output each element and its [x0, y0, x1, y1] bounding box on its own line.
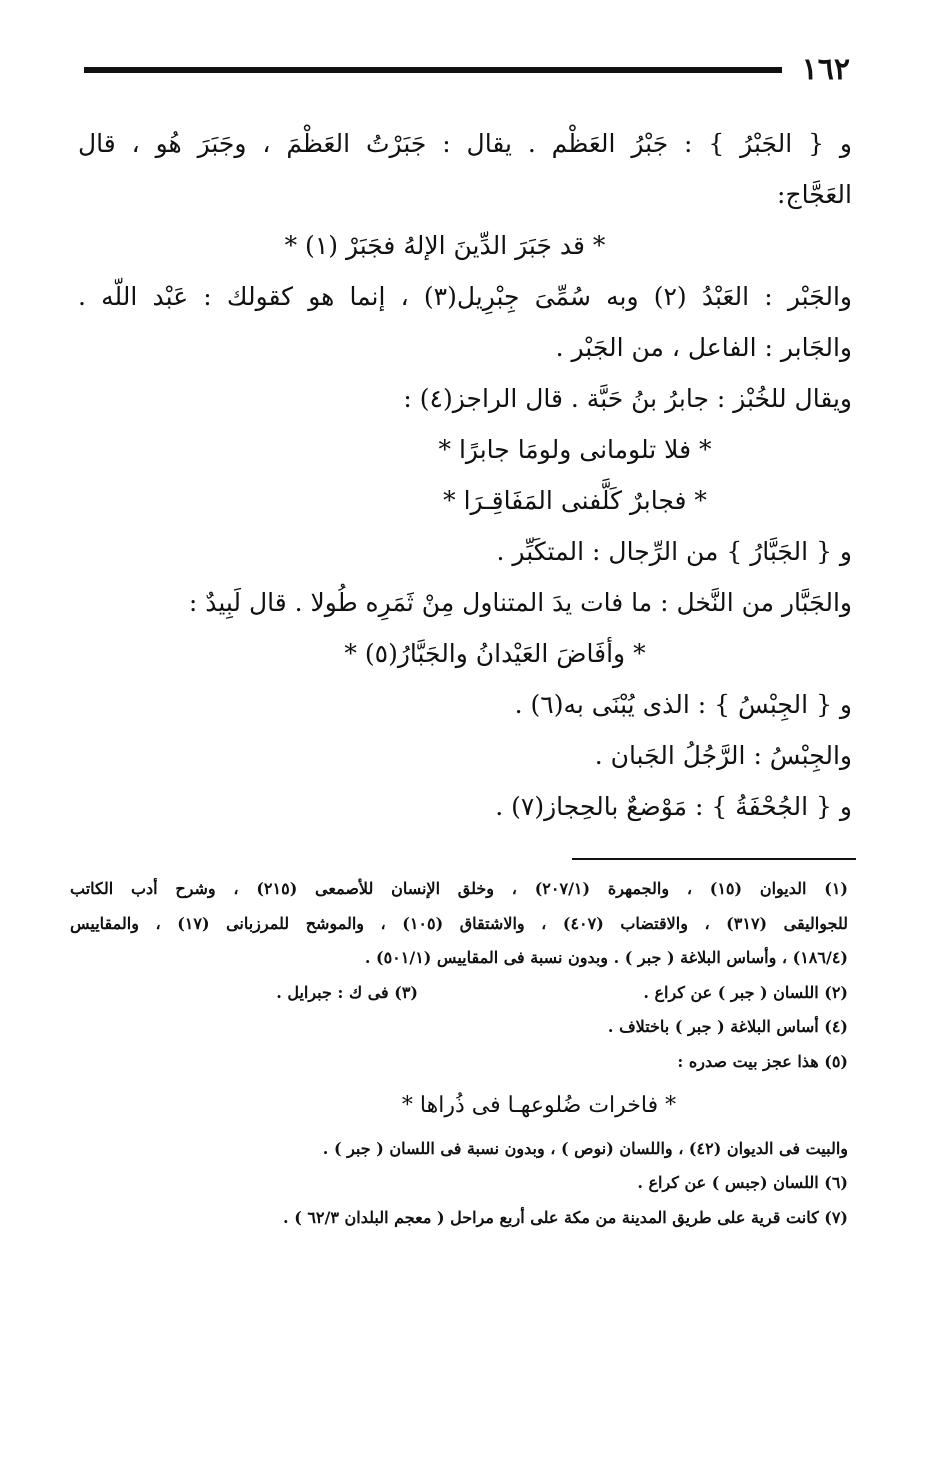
- text-line: و { الجُحْفَةُ } : مَوْضعٌ بالحِجاز(٧) .: [495, 792, 852, 821]
- footnote-rule: [572, 858, 856, 860]
- text-line: العَجَّاج:: [777, 180, 852, 209]
- footnote-verse: * فاخرات ضُلوعهـا فى ذُراها *: [401, 1092, 677, 1118]
- text-line: والجَبَّار من النَّخل : ما فات يدَ المتناول مِنْ ثَمَرِه طُولا . قال لَبِيدٌ :: [188, 588, 852, 617]
- footnote-line: (٥) هذا عجز بيت صدره :: [677, 1051, 848, 1071]
- footnote-line: للجواليقى (٣١٧) ، والاقتضاب (٤٠٧) ، والاشتقاق (١٠٥) ، والموشح للمرزبانى (١٧) ، والمقاييس: [70, 913, 848, 933]
- verse-line: * وأفَاضَ العَيْدانُ والجَبَّارُ(٥) *: [344, 639, 646, 668]
- text-line: ويقال للخُبْز : جابرُ بنُ حَبَّة . قال الراجز(٤) :: [403, 384, 852, 413]
- text-line: و { الجَبْرُ } : جَبْرُ العَظْم . يقال : جَبَرْتُ العَظْمَ ، وجَبَرَ هُو ، قال: [78, 129, 852, 158]
- header-rule: [84, 67, 782, 73]
- footnote-line: (١) الديوان (١٥) ، والجمهرة (٢٠٧/١) ، وخلق الإنسان للأصمعى (٢١٥) ، وشرح أدب الكاتب: [70, 879, 848, 898]
- page-number: ١٦٢: [801, 52, 850, 87]
- text-line: و { الجَبَّارُ } من الرِّجال : المتكَبِّر .: [496, 537, 852, 566]
- verse-line: * فجابرٌ كَلَّفنى المَفَاقِـرَا *: [443, 486, 707, 515]
- text-line: والجَبْر : العَبْدُ (٢) وبه سُمِّىَ جِبْرِيل(٣) ، إنما هو كقولك : عَبْد اللّه .: [78, 282, 852, 311]
- text-line: و { الجِبْسُ } : الذى يُبْنَى به(٦) .: [514, 690, 852, 719]
- footnote-line: (٤) أساس البلاغة ( جبر ) باختلاف .: [607, 1017, 848, 1037]
- page-header: [80, 52, 850, 92]
- footnote-line: والبيت فى الديوان (٤٢) ، واللسان (نوص ) ، وبدون نسبة فى اللسان ( جبر ) .: [322, 1138, 848, 1158]
- main-text: [78, 118, 852, 832]
- footnote-2: (٢) اللسان ( جبر ) عن كراع .: [643, 982, 848, 1002]
- verse-line: * قد جَبَرَ الدِّينَ الإلهُ فجَبَرْ (١) *: [284, 231, 606, 260]
- footnote-line: (٧) كانت قرية على طريق المدينة من مكة على أربع مراحل ( معجم البلدان ٦٢/٣ ) .: [283, 1207, 848, 1227]
- footnotes: [70, 872, 848, 1235]
- text-line: والجَابر : الفاعل ، من الجَبْر .: [555, 333, 852, 362]
- text-line: والجِبْسُ : الرَّجُلُ الجَبان .: [594, 741, 852, 770]
- footnote-pair: [70, 976, 848, 1011]
- verse-line: * فلا تلومانى ولومَا جابرًا *: [438, 435, 712, 464]
- footnote-3: (٣) فى ك : جبرايل .: [276, 982, 418, 1002]
- footnote-line: (٦) اللسان (جبس ) عن كراع .: [637, 1173, 848, 1193]
- footnote-line: (١٨٦/٤) ، وأساس البلاغة ( جبر ) . وبدون نسبة فى المقاييس (٥٠١/١) .: [364, 948, 848, 968]
